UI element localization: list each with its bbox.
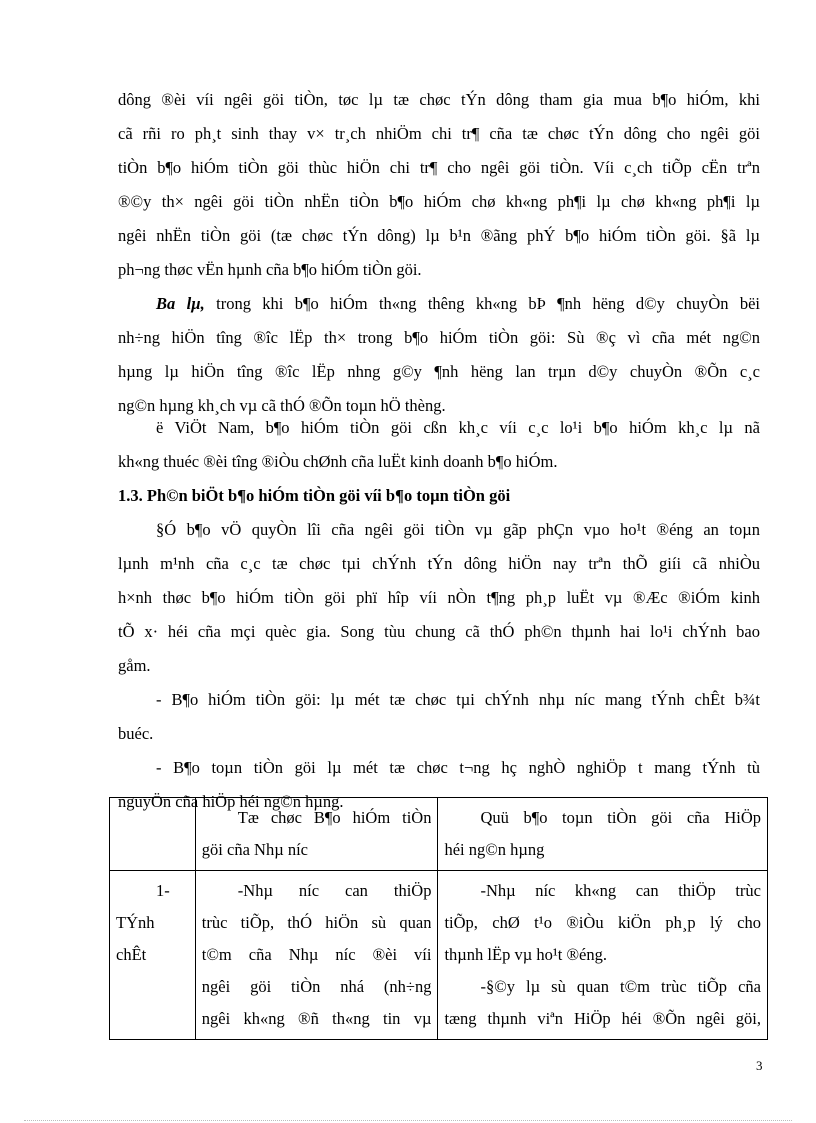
paragraph-3 <box>118 411 760 479</box>
text-line-rest: trong khi b¶o hiÓm th«ng thêng kh«ng bÞ ¶nh hëng d©y chuyÒn bëi <box>204 294 760 313</box>
text-line: ®©y th× ngêi göi tiÒn nhËn tiÒn b¶o hiÓm chø kh«ng ph¶i lµ chø kh«ng ph¶i lµ <box>118 192 760 211</box>
text-line: dông ®èi víi ngêi göi tiÒn, tøc lµ tæ chøc tÝn dông tham gia mua b¶o hiÓm, khi <box>118 90 760 109</box>
paragraph-2 <box>118 287 760 423</box>
cell-line: chÊt <box>116 945 147 964</box>
row-label-cell <box>110 871 196 1040</box>
text-line: nh÷ng hiÖn tîng ®îc lËp th× trong b¶o hiÓm tiÒn göi: Sù ®ç vì cña mét ng©n <box>118 328 760 347</box>
text-line: tÕ x· héi cña mçi quèc gia. Song tùu chung cã thÓ ph©n thµnh hai lo¹i chÝnh bao <box>118 622 760 641</box>
text-line: buéc. <box>118 724 154 743</box>
cell-line: -Nhµ níc kh«ng can thiÖp trùc <box>480 881 761 900</box>
text-line: h×nh thøc b¶o hiÓm tiÒn göi phï hîp víi nÒn t¶ng ph¸p luËt vµ ®Æc ®iÓm kinh <box>118 588 760 607</box>
cell-line: thµnh lËp vµ ho¹t ®éng. <box>444 945 607 964</box>
comparison-table <box>109 797 768 1040</box>
section-heading: 1.3. Ph©n biÖt b¶o hiÓm tiÒn göi víi b¶o toµn tiÒn göi <box>118 486 511 505</box>
cell-line: tæng thµnh viªn HiÖp héi ®Õn ngêi göi, <box>444 1009 761 1028</box>
table-header-cell <box>438 798 768 871</box>
paragraph-lead: Ba lµ, <box>156 294 205 313</box>
cell-line: tiÕp, chØ t¹o ®iÒu kiÖn ph¸p lý cho <box>444 913 761 932</box>
cell-line: Tæ chøc B¶o hiÓm tiÒn <box>237 808 432 827</box>
table-row <box>110 871 768 1040</box>
cell-line: t©m cña Nhµ níc ®èi víi <box>201 945 432 964</box>
cell-line: ngêi kh«ng ®ñ th«ng tin vµ <box>201 1009 432 1028</box>
text-line <box>118 287 760 321</box>
table-header-cell <box>195 798 438 871</box>
cell-line: trùc tiÕp, thÓ hiÖn sù quan <box>201 913 432 932</box>
text-line: lµnh m¹nh cña c¸c tæ chøc tµi chÝnh tÝn dông hiÖn nay trªn thÕ giíi cã nhiÒu <box>118 554 760 573</box>
text-line: tiÒn b¶o hiÓm tiÒn göi thùc hiÖn chi tr¶ cho ngêi göi tiÒn. Víi c¸ch tiÕp cËn trªn <box>118 158 760 177</box>
cell-line: TÝnh <box>116 913 155 932</box>
cell-line: -§©y lµ sù quan t©m trùc tiÕp cña <box>480 977 761 996</box>
page-bottom-divider <box>24 1120 792 1121</box>
paragraph-1 <box>118 83 760 287</box>
cell-line: héi ng©n hµng <box>444 840 545 859</box>
text-line: ngêi nhËn tiÒn göi (tæ chøc tÝn dông) lµ b¹n ®ãng phÝ b¶o hiÓm tiÒn göi. §ã lµ <box>118 226 760 245</box>
text-line: ph¬ng thøc vËn hµnh cña b¶o hiÓm tiÒn göi. <box>118 260 422 279</box>
paragraph-5 <box>118 683 760 751</box>
text-line: ë ViÖt Nam, b¶o hiÓm tiÒn göi cßn kh¸c víi c¸c lo¹i b¶o hiÓm kh¸c lµ nã <box>156 418 760 437</box>
cell-line: 1- <box>156 881 170 900</box>
text-line: kh«ng thuéc ®èi tîng ®iÒu chØnh cña luËt kinh doanh b¶o hiÓm. <box>118 452 558 471</box>
text-line: ng©n hµng kh¸ch vµ cã thÓ ®Õn toµn hÖ thèng. <box>118 396 446 415</box>
text-line: gåm. <box>118 656 151 675</box>
text-line: nguyÖn cña hiÖp héi ng©n hµng. <box>118 792 344 811</box>
paragraph-4 <box>118 513 760 683</box>
text-line: - B¶o toµn tiÒn göi lµ mét tæ chøc t¬ng hç nghÒ nghiÖp t mang tÝnh tù <box>156 758 760 777</box>
table-header-row <box>110 798 768 871</box>
text-line: cã rñi ro ph¸t sinh thay v× tr¸ch nhiÖm chi tr¶ cña tæ chøc tÝn dông cho ngêi göi <box>118 124 760 143</box>
table-cell <box>438 871 768 1040</box>
cell-line: göi cña Nhµ níc <box>201 840 308 859</box>
page-number: 3 <box>756 1058 763 1073</box>
text-line: - B¶o hiÓm tiÒn göi: lµ mét tæ chøc tµi chÝnh nhµ níc mang tÝnh chÊt b¾t <box>156 690 760 709</box>
text-line: hµng lµ hiÖn tîng ®îc lËp nhng g©y ¶nh hëng lan trµn d©y chuyÒn ®Õn c¸c <box>118 362 760 381</box>
text-line: §Ó b¶o vÖ quyÒn lîi cña ngêi göi tiÒn vµ gãp phÇn vµo ho¹t ®éng an toµn <box>156 520 760 539</box>
cell-line: Quü b¶o toµn tiÒn göi cña HiÖp <box>480 808 761 827</box>
table-cell <box>195 871 438 1040</box>
cell-line: ngêi göi tiÒn nhá (nh÷ng <box>201 977 432 996</box>
table-header-cell-empty <box>110 798 196 871</box>
cell-line: -Nhµ níc can thiÖp <box>237 881 432 900</box>
